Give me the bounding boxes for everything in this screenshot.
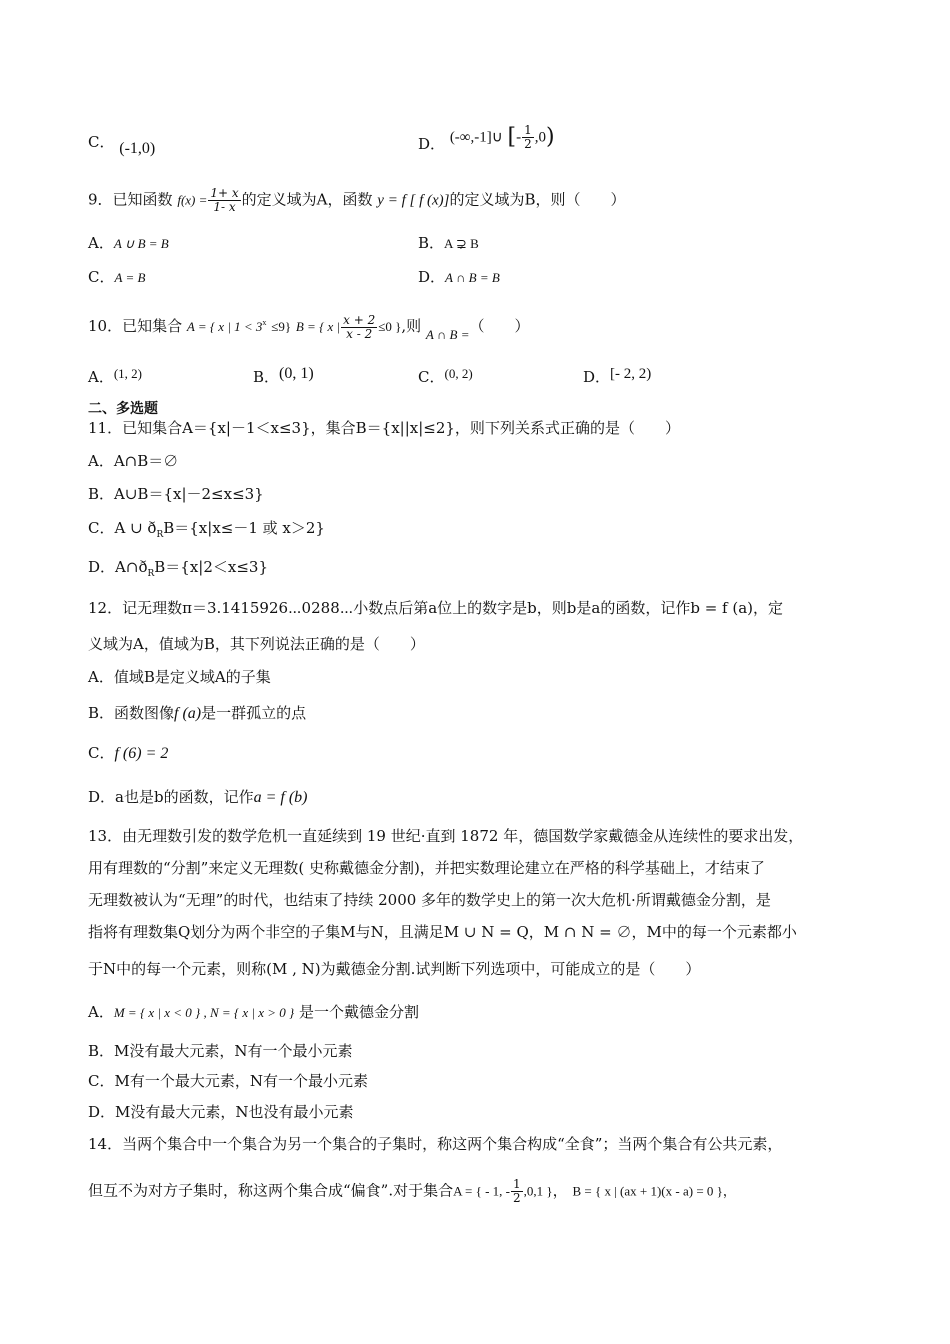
- option-label: C．: [88, 133, 115, 151]
- option-math: (1, 2): [113, 366, 143, 381]
- option-text: B＝{x|x≤－1 或 x＞2}: [163, 519, 325, 537]
- q9-option-c: [88, 266, 145, 289]
- set-a: A = { x | 1 < 3: [186, 319, 263, 334]
- option-text: D．A∩: [88, 558, 139, 576]
- option-math: M = { x | x < 0 } , N = { x | x > 0 }: [113, 1005, 295, 1020]
- q12-option-b: [88, 702, 306, 725]
- q13-stem-line2: 用有理数的“分割”来定义无理数( 史称戴德金分割)，并把实数理论建立在严格的科学基础上，才结束了: [88, 859, 765, 877]
- subscript-r: R: [147, 569, 155, 579]
- q14-stem-line1: 14．当两个集合中一个集合为另一个集合的子集时，称这两个集合构成“全食”；当两个集合有公共元素，: [88, 1135, 783, 1153]
- q12-option-d: [88, 786, 307, 809]
- q12-option-c: [88, 742, 168, 765]
- answer-expression: A ∩ B =: [425, 327, 470, 342]
- fraction: $\frac{x + 2}{x - 2}$: [343, 312, 376, 341]
- section-title: 二、多选题: [88, 401, 158, 417]
- exponent: x: [262, 318, 267, 327]
- stem-text: ,则: [401, 317, 422, 335]
- option-label: C．: [88, 744, 115, 762]
- stem-text: 但互不为对方子集时，称这两个集合成“偏食”.对于集合: [88, 1181, 454, 1200]
- stem-text: 9．已知函数: [88, 190, 173, 209]
- option-math: a = f (b): [253, 789, 308, 806]
- q11-option-d: [88, 556, 268, 585]
- option-math: A = B: [114, 270, 146, 285]
- option-math: (0, 2): [444, 366, 473, 381]
- function-f: f(x) =: [177, 192, 208, 208]
- option-label: A．: [88, 368, 114, 386]
- function-g: y = f [ f (x)]: [377, 192, 450, 209]
- q13-stem-line4: 指将有理数集Q划分为两个非空的子集M与N，且满足M ∪ N = Q，M ∩ N = ∅，M中的每一个元素都小: [88, 923, 797, 941]
- option-label: A．: [88, 234, 114, 252]
- option-math: A ⊋ B: [444, 236, 479, 251]
- q13-option-b: B．M没有最大元素，N有一个最小元素: [88, 1042, 353, 1060]
- q12-stem-line2: 义域为A，值域为B，其下列说法正确的是（ ）: [88, 635, 425, 653]
- q11-stem: 11．已知集合A＝{x|－1＜x≤3}，集合B＝{x||x|≤2}，则下列关系式正确的是（ ）: [88, 419, 680, 437]
- option-label: C．: [418, 368, 445, 386]
- option-text: 是一群孤立的点: [201, 704, 307, 722]
- q13-option-c: C．M有一个最大元素，N有一个最小元素: [88, 1072, 368, 1090]
- stem-text: 的定义域为B，则（ ）: [449, 190, 626, 209]
- option-text: B＝{x|2＜x≤3}: [154, 558, 268, 576]
- q10-option-d: [583, 366, 651, 389]
- set-b: B = { x | (ax + 1)(x - a) = 0 }，: [572, 1183, 736, 1199]
- q8-option-d: D． (-∞,-1]∪ [- $\frac{1}{2}$ ,0): [418, 123, 555, 153]
- stem-text: （ ）: [469, 317, 530, 335]
- q9-option-b: [418, 232, 479, 255]
- set-a-tail: ,0,1 }: [523, 1183, 553, 1199]
- option-math: (0, 1): [279, 365, 314, 382]
- q13-stem-line3: 无理数被认为“无理”的时代，也结束了持续 2000 多年的数学史上的第一次大危机·所谓戴德金分割，是: [88, 891, 771, 909]
- option-math-part1: (-∞,-1]∪: [449, 129, 503, 146]
- q13-option-a: [88, 1001, 419, 1024]
- set-a-tail: ≤9}: [271, 319, 292, 334]
- option-label: D．: [418, 268, 446, 286]
- option-math-minus: -: [516, 129, 522, 146]
- set-b-tail: ≤0 }: [378, 319, 402, 334]
- stem-text: 的定义域为A，函数: [241, 190, 373, 209]
- subscript-r: R: [156, 530, 164, 540]
- q11-option-c: [88, 517, 325, 546]
- set-b: B = { x |: [295, 319, 341, 334]
- option-text: B．函数图像: [88, 704, 175, 722]
- option-label: B．: [418, 234, 445, 252]
- complement-symbol: ð: [138, 558, 148, 576]
- q9-option-a: [88, 232, 169, 255]
- q10-option-a: [88, 366, 142, 389]
- option-text: D．a也是b的函数，记作: [88, 788, 254, 806]
- option-text: 是一个戴德金分割: [299, 1003, 420, 1021]
- fraction: $\frac{1}{2}$: [513, 1177, 521, 1205]
- option-math: A ∩ B = B: [445, 270, 500, 285]
- q14-stem-line2: [88, 1178, 736, 1205]
- q11-option-b: B．A∪B＝{x|－2≤x≤3}: [88, 485, 264, 503]
- option-math: [- 2, 2): [610, 366, 652, 382]
- option-label: D．: [583, 368, 611, 386]
- q10-option-b: [253, 366, 314, 389]
- q13-option-d: D．M没有最大元素，N也没有最小元素: [88, 1103, 354, 1121]
- q11-option-a: A．A∩B＝∅: [88, 452, 179, 470]
- fraction: $\frac{1+ x}{1- x}$: [210, 186, 239, 214]
- q13-stem-line1: 13．由无理数引发的数学危机一直延续到 19 世纪·直到 1872 年，德国数学家戴德金从连续性的要求出发，: [88, 827, 804, 845]
- option-math-part3: ,0: [534, 129, 546, 146]
- q10-option-c: [418, 366, 473, 389]
- option-math: f (a): [174, 705, 202, 722]
- q9-stem: [88, 187, 626, 214]
- option-math: (-1,0): [119, 140, 156, 157]
- q10-stem: [88, 312, 529, 341]
- option-label: B．: [253, 368, 280, 386]
- q12-option-a: A．值域B是定义域A的子集: [88, 668, 271, 686]
- option-label: A．: [88, 1003, 114, 1021]
- option-text: C．A ∪: [88, 519, 148, 537]
- q8-option-c: [88, 131, 156, 157]
- complement-symbol: ð: [147, 519, 157, 537]
- q9-option-d: [418, 266, 500, 289]
- separator: ，: [552, 1181, 568, 1200]
- option-label: C．: [88, 268, 115, 286]
- fraction: $\frac{1}{2}$: [524, 123, 532, 151]
- set-a: A = { - 1, -: [453, 1183, 511, 1199]
- option-math: f (6) = 2: [114, 745, 169, 762]
- q13-stem-line5: 于N中的每一个元素，则称(M , N)为戴德金分割.试判断下列选项中，可能成立的是（ ）: [88, 960, 701, 978]
- option-label: D．: [418, 134, 446, 153]
- stem-text: 10．已知集合: [88, 317, 183, 335]
- q12-stem-line1: 12．记无理数π＝3.1415926⋯0288⋯小数点后第a位上的数字是b，则b是a的函数，记作b = f (a)，定: [88, 599, 784, 617]
- option-math: A ∪ B = B: [113, 236, 169, 251]
